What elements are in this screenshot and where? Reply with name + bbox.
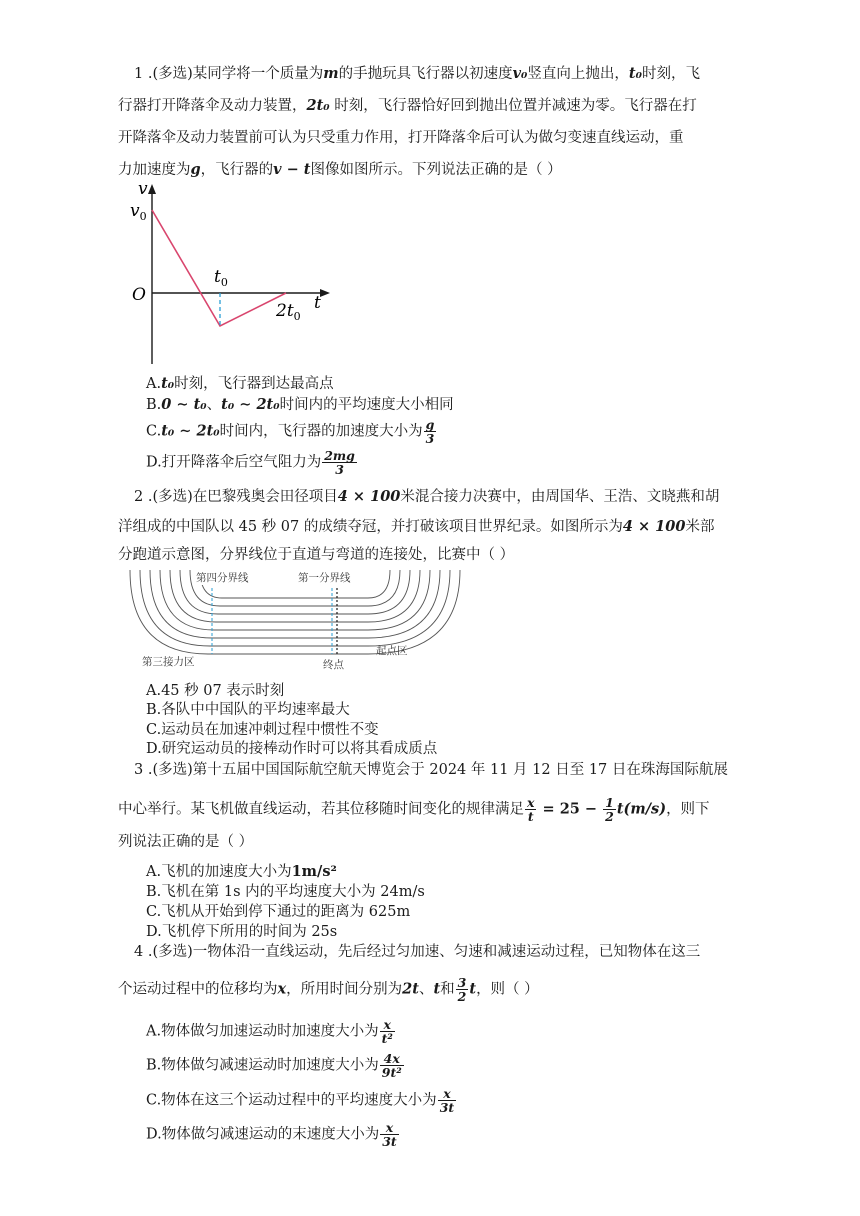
- fraction: $\frac{x}{3t}$: [439, 1086, 455, 1115]
- q3-option-a[interactable]: A.飞机的加速度大小为1m/s²: [146, 863, 337, 880]
- q2-line-2: 洋组成的中国队以 45 秒 07 的成绩夺冠，并打破该项目世界纪录。如图所示为4 × 100米部: [118, 518, 715, 535]
- q4-line-2: 个运动过程中的位移均为x，所用时间分别为2t、t和 $\frac{3}{2}$ t，则（ ）: [118, 975, 539, 1004]
- q2-option-d[interactable]: D.研究运动员的接棒动作时可以将其看成质点: [146, 741, 438, 757]
- q4-option-b[interactable]: B.物体做匀减速运动时加速度大小为 $\frac{4x}{\text{9t²}}$: [146, 1051, 402, 1080]
- q1-option-b[interactable]: B.0 ∼ t₀、t₀ ∼ 2t₀时间内的平均速度大小相同: [146, 396, 454, 413]
- third-zone-label: 第三接力区: [142, 656, 195, 668]
- q3-line-3: 列说法正确的是（ ）: [118, 834, 254, 850]
- start-zone-label: 起点区: [376, 645, 408, 657]
- fraction: $\frac{2mg}{3}$: [324, 448, 355, 477]
- 2t0-label: $2t_0$: [276, 301, 301, 323]
- t0-label: $t_0$: [214, 267, 228, 289]
- q3-option-b[interactable]: B.飞机在第 1s 内的平均速度大小为 24m/s: [146, 884, 425, 900]
- q1-option-c[interactable]: C.t₀ ∼ 2t₀时间内，飞行器的加速度大小为 $\frac{g}{3}$: [146, 417, 435, 446]
- q4-line-1: 4 .(多选)一物体沿一直线运动，先后经过匀加速、匀速和减速运动过程，已知物体在这三: [134, 944, 701, 960]
- fraction: $\frac{1}{2}$: [605, 795, 614, 824]
- track-lanes: [130, 570, 460, 654]
- q3-option-d[interactable]: D.飞机停下所用的时间为 25s: [146, 924, 338, 940]
- fourth-boundary-label: 第四分界线: [196, 572, 249, 584]
- q1-option-d[interactable]: D.打开降落伞后空气阻力为 $\frac{2mg}{3}$: [146, 448, 355, 477]
- fraction: $\frac{x}{t}$: [527, 795, 535, 824]
- origin-label: O: [132, 285, 146, 305]
- q1-line-4: 力加速度为g，飞行器的v − t图像如图所示。下列说法正确的是（ ）: [118, 161, 562, 178]
- q1-line-2: 行器打开降落伞及动力装置，2t₀ 时刻，飞行器恰好回到抛出位置并减速为零。飞行器在打: [118, 97, 697, 114]
- q2-option-a[interactable]: A.45 秒 07 表示时刻: [146, 683, 285, 699]
- fraction: $\frac{3}{2}$: [457, 975, 467, 1004]
- track-diagram: [128, 570, 468, 672]
- q2-line-1: 2 .(多选)在巴黎残奥会田径项目4 × 100米混合接力决赛中，由周国华、王浩、文晓燕和胡: [134, 488, 720, 505]
- q4-option-a[interactable]: A.物体做匀加速运动时加速度大小为 $\frac{x}{\text{t²}}$: [146, 1017, 393, 1046]
- t-axis-arrow: [320, 289, 330, 297]
- q2-option-b[interactable]: B.各队中中国队的平均速率最大: [146, 702, 350, 718]
- q3-line-1: 3 .(多选)第十五届中国国际航空航天博览会于 2024 年 11 月 12 日至 17 日在珠海国际航展: [134, 762, 728, 778]
- finish-label: 终点: [323, 659, 344, 671]
- first-boundary-label: 第一分界线: [298, 572, 351, 584]
- fraction: $\frac{g}{3}$: [425, 417, 435, 446]
- q4-option-c[interactable]: C.物体在这三个运动过程中的平均速度大小为 $\frac{x}{3t}$: [146, 1086, 455, 1115]
- fraction: $\frac{4x}{\text{9t²}}$: [381, 1051, 402, 1080]
- v-axis-arrow: [148, 184, 156, 194]
- fraction: $\frac{x}{3t}$: [382, 1120, 397, 1149]
- q4-option-d[interactable]: D.物体做匀减速运动的末速度大小为 $\frac{x}{3t}$: [146, 1120, 397, 1149]
- vt-graph: [126, 180, 346, 370]
- fraction: $\frac{x}{\text{t²}}$: [381, 1017, 393, 1046]
- q1-option-a[interactable]: A.t₀时刻，飞行器到达最高点: [146, 375, 334, 392]
- v0-label: $v_0$: [130, 201, 147, 223]
- q3-line-2: 中心举行。某飞机做直线运动，若其位移随时间变化的规律满足 $\frac{x}{t}$ = 25 − $\frac{1}{2}$ t(m/s)，则下: [118, 795, 710, 824]
- q2-option-c[interactable]: C.运动员在加速冲刺过程中惯性不变: [146, 722, 379, 738]
- q3-option-c[interactable]: C.飞机从开始到停下通过的距离为 625m: [146, 904, 411, 920]
- q2-line-3: 分跑道示意图，分界线位于直道与弯道的连接处，比赛中（ ）: [118, 547, 515, 563]
- t-axis-label: t: [314, 293, 321, 313]
- q1-line-1: 1 .(多选)某同学将一个质量为m的手抛玩具飞行器以初速度v₀竖直向上抛出，t₀时刻，飞: [134, 65, 700, 82]
- v-axis-label: v: [138, 180, 148, 199]
- q1-line-3: 开降落伞及动力装置前可认为只受重力作用，打开降落伞后可认为做匀变速直线运动，重: [118, 130, 684, 146]
